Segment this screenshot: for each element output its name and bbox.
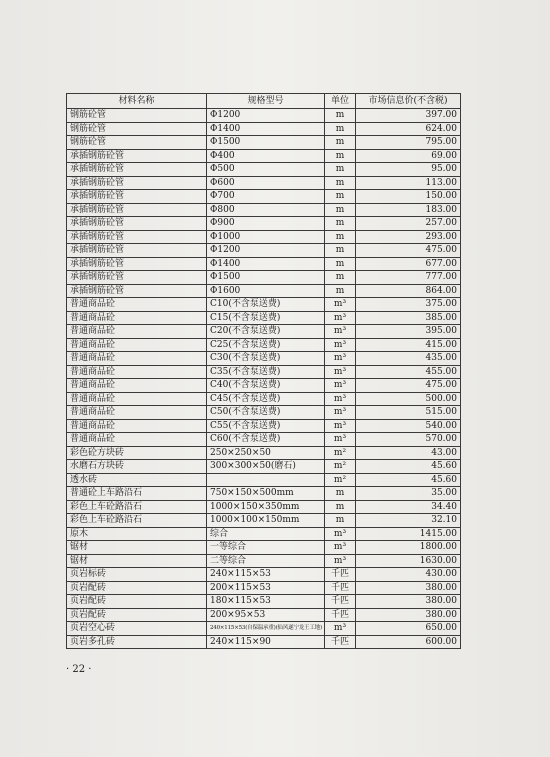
table-row (67, 500, 461, 514)
table-row (67, 446, 461, 460)
cell-price: 455.00 (356, 365, 461, 379)
cell-price: 397.00 (356, 109, 461, 123)
cell-material-name: 承插钢筋砼管 (67, 230, 207, 244)
cell-material-name: 普通商品砼 (67, 365, 207, 379)
cell-spec-model: Φ1200 (207, 109, 325, 123)
cell-material-name: 普通商品砼 (67, 433, 207, 447)
cell-spec-model: 300×300×50(磨石) (207, 460, 325, 474)
cell-price: 515.00 (356, 406, 461, 420)
table-row (67, 365, 461, 379)
cell-unit: m³ (325, 338, 356, 352)
cell-material-name: 页岩配砖 (67, 608, 207, 622)
cell-spec-model: C30(不含泵送费) (207, 352, 325, 366)
table-row (67, 217, 461, 231)
header-spec-model: 规格型号 (207, 94, 325, 109)
cell-spec-model: 一等综合 (207, 541, 325, 555)
cell-spec-model: C45(不含泵送费) (207, 392, 325, 406)
table-row (67, 419, 461, 433)
cell-unit: 千匹 (325, 635, 356, 649)
cell-unit: m³ (325, 392, 356, 406)
cell-unit: m² (325, 460, 356, 474)
cell-unit: m (325, 514, 356, 528)
table-row (67, 284, 461, 298)
cell-spec-model: Φ1000 (207, 230, 325, 244)
cell-unit: m (325, 190, 356, 204)
cell-price: 45.60 (356, 460, 461, 474)
table-row (67, 635, 461, 649)
cell-unit: 千匹 (325, 568, 356, 582)
cell-spec-model: 180×115×53 (207, 595, 325, 609)
cell-price: 777.00 (356, 271, 461, 285)
price-table (66, 93, 461, 649)
cell-price: 395.00 (356, 325, 461, 339)
cell-unit: m (325, 230, 356, 244)
cell-material-name: 承插钢筋砼管 (67, 257, 207, 271)
table-header-row (67, 94, 461, 109)
cell-price: 415.00 (356, 338, 461, 352)
cell-spec-model: 1000×100×150mm (207, 514, 325, 528)
cell-unit: m (325, 136, 356, 150)
cell-material-name: 承插钢筋砼管 (67, 271, 207, 285)
table-row (67, 325, 461, 339)
table-row (67, 622, 461, 636)
cell-spec-model: Φ600 (207, 176, 325, 190)
cell-material-name: 普通砼上车路沿石 (67, 487, 207, 501)
cell-price: 35.00 (356, 487, 461, 501)
table-row (67, 379, 461, 393)
table-row (67, 163, 461, 177)
cell-unit: m (325, 109, 356, 123)
cell-price: 650.00 (356, 622, 461, 636)
table-row (67, 271, 461, 285)
table-row (67, 568, 461, 582)
cell-unit: m³ (325, 433, 356, 447)
table-row (67, 514, 461, 528)
cell-material-name: 承插钢筋砼管 (67, 203, 207, 217)
cell-spec-model: Φ400 (207, 149, 325, 163)
cell-unit: m (325, 487, 356, 501)
cell-unit: m³ (325, 554, 356, 568)
cell-spec-model: 二等综合 (207, 554, 325, 568)
cell-price: 375.00 (356, 298, 461, 312)
table-row (67, 608, 461, 622)
cell-price: 69.00 (356, 149, 461, 163)
table-row (67, 487, 461, 501)
cell-price: 32.10 (356, 514, 461, 528)
table-row (67, 541, 461, 555)
cell-price: 600.00 (356, 635, 461, 649)
cell-spec-model: 240×115×90 (207, 635, 325, 649)
cell-material-name: 普通商品砼 (67, 338, 207, 352)
cell-price: 385.00 (356, 311, 461, 325)
cell-price: 183.00 (356, 203, 461, 217)
table-row (67, 244, 461, 258)
cell-spec-model: Φ1400 (207, 257, 325, 271)
cell-spec-model: C40(不含泵送费) (207, 379, 325, 393)
cell-unit: m (325, 217, 356, 231)
table-row (67, 203, 461, 217)
cell-unit: m³ (325, 311, 356, 325)
cell-unit: m (325, 271, 356, 285)
cell-unit: m (325, 203, 356, 217)
cell-spec-model: C20(不含泵送费) (207, 325, 325, 339)
cell-unit: m (325, 500, 356, 514)
cell-unit: m (325, 163, 356, 177)
cell-material-name: 页岩配砖 (67, 595, 207, 609)
cell-material-name: 彩色上车砼路沿石 (67, 514, 207, 528)
cell-material-name: 承插钢筋砼管 (67, 217, 207, 231)
cell-unit: m² (325, 473, 356, 487)
cell-material-name: 原木 (67, 527, 207, 541)
cell-spec-model: Φ1400 (207, 122, 325, 136)
cell-spec-model: C25(不含泵送费) (207, 338, 325, 352)
cell-material-name: 页岩标砖 (67, 568, 207, 582)
cell-material-name: 承插钢筋砼管 (67, 190, 207, 204)
cell-spec-model: Φ900 (207, 217, 325, 231)
cell-unit: m³ (325, 622, 356, 636)
table-row (67, 527, 461, 541)
cell-price: 430.00 (356, 568, 461, 582)
cell-spec-model: C55(不含泵送费) (207, 419, 325, 433)
cell-spec-model: C15(不含泵送费) (207, 311, 325, 325)
cell-unit: m³ (325, 419, 356, 433)
table-row (67, 298, 461, 312)
cell-unit: m (325, 122, 356, 136)
cell-spec-model: Φ500 (207, 163, 325, 177)
cell-material-name: 页岩空心砖 (67, 622, 207, 636)
cell-price: 45.60 (356, 473, 461, 487)
cell-material-name: 普通商品砼 (67, 419, 207, 433)
cell-spec-model: C60(不含泵送费) (207, 433, 325, 447)
cell-price: 1630.00 (356, 554, 461, 568)
cell-price: 113.00 (356, 176, 461, 190)
table-row (67, 433, 461, 447)
table-row (67, 338, 461, 352)
cell-material-name: 彩色上车砼路沿石 (67, 500, 207, 514)
cell-material-name: 普通商品砼 (67, 392, 207, 406)
cell-material-name: 锯材 (67, 541, 207, 555)
table-row (67, 190, 461, 204)
cell-price: 257.00 (356, 217, 461, 231)
cell-price: 624.00 (356, 122, 461, 136)
cell-spec-model: C10(不含泵送费) (207, 298, 325, 312)
cell-unit: 千匹 (325, 608, 356, 622)
cell-material-name: 普通商品砼 (67, 325, 207, 339)
cell-spec-model: C50(不含泵送费) (207, 406, 325, 420)
cell-price: 34.40 (356, 500, 461, 514)
table-row (67, 122, 461, 136)
table-row (67, 136, 461, 150)
cell-material-name: 页岩多孔砖 (67, 635, 207, 649)
cell-price: 540.00 (356, 419, 461, 433)
cell-spec-model: Φ800 (207, 203, 325, 217)
table-row (67, 109, 461, 123)
cell-unit: m³ (325, 541, 356, 555)
cell-unit: m² (325, 446, 356, 460)
page-number: · 22 · (66, 664, 92, 675)
table-row (67, 176, 461, 190)
cell-spec-model: 1000×150×350mm (207, 500, 325, 514)
table-row (67, 230, 461, 244)
table-row (67, 460, 461, 474)
cell-price: 570.00 (356, 433, 461, 447)
cell-spec-model (207, 473, 325, 487)
cell-material-name: 锯材 (67, 554, 207, 568)
cell-unit: m (325, 176, 356, 190)
cell-material-name: 钢筋砼管 (67, 136, 207, 150)
cell-spec-model: Φ1200 (207, 244, 325, 258)
cell-unit: m³ (325, 352, 356, 366)
cell-unit: m (325, 257, 356, 271)
cell-price: 1415.00 (356, 527, 461, 541)
cell-spec-model: 综合 (207, 527, 325, 541)
cell-unit: m³ (325, 325, 356, 339)
cell-spec-model: C35(不含泵送费) (207, 365, 325, 379)
table-row (67, 149, 461, 163)
cell-spec-model: 240×115×53(自保温承重)(仙风遂宁龙王工地) (207, 622, 325, 636)
cell-spec-model: Φ1500 (207, 271, 325, 285)
table-row (67, 581, 461, 595)
cell-material-name: 普通商品砼 (67, 352, 207, 366)
cell-spec-model: 200×95×53 (207, 608, 325, 622)
cell-price: 475.00 (356, 379, 461, 393)
cell-spec-model: Φ1500 (207, 136, 325, 150)
header-material-name: 材料名称 (67, 94, 207, 109)
cell-price: 293.00 (356, 230, 461, 244)
cell-price: 43.00 (356, 446, 461, 460)
cell-price: 864.00 (356, 284, 461, 298)
cell-unit: m³ (325, 298, 356, 312)
cell-price: 95.00 (356, 163, 461, 177)
cell-material-name: 普通商品砼 (67, 379, 207, 393)
cell-unit: m (325, 284, 356, 298)
cell-price: 677.00 (356, 257, 461, 271)
table-row (67, 392, 461, 406)
cell-unit: m³ (325, 406, 356, 420)
cell-material-name: 水磨石方块砖 (67, 460, 207, 474)
cell-unit: m (325, 244, 356, 258)
cell-material-name: 普通商品砼 (67, 406, 207, 420)
cell-price: 475.00 (356, 244, 461, 258)
cell-material-name: 彩色砼方块砖 (67, 446, 207, 460)
cell-price: 500.00 (356, 392, 461, 406)
cell-spec-model: Φ700 (207, 190, 325, 204)
cell-material-name: 普通商品砼 (67, 311, 207, 325)
cell-price: 435.00 (356, 352, 461, 366)
cell-material-name: 承插钢筋砼管 (67, 149, 207, 163)
cell-spec-model: 200×115×53 (207, 581, 325, 595)
cell-material-name: 透水砖 (67, 473, 207, 487)
table-row (67, 554, 461, 568)
cell-unit: m³ (325, 365, 356, 379)
table-row (67, 352, 461, 366)
cell-price: 380.00 (356, 595, 461, 609)
cell-price: 1800.00 (356, 541, 461, 555)
cell-unit: m³ (325, 527, 356, 541)
cell-price: 795.00 (356, 136, 461, 150)
cell-material-name: 普通商品砼 (67, 298, 207, 312)
cell-price: 380.00 (356, 608, 461, 622)
cell-unit: 千匹 (325, 595, 356, 609)
cell-material-name: 承插钢筋砼管 (67, 176, 207, 190)
cell-material-name: 钢筋砼管 (67, 109, 207, 123)
cell-spec-model: Φ1600 (207, 284, 325, 298)
cell-unit: 千匹 (325, 581, 356, 595)
cell-price: 150.00 (356, 190, 461, 204)
header-market-price: 市场信息价(不含税) (356, 94, 461, 109)
cell-material-name: 承插钢筋砼管 (67, 244, 207, 258)
cell-spec-model: 750×150×500mm (207, 487, 325, 501)
table-row (67, 257, 461, 271)
table-body (67, 109, 461, 649)
cell-spec-model: 250×250×50 (207, 446, 325, 460)
cell-unit: m (325, 149, 356, 163)
cell-price: 380.00 (356, 581, 461, 595)
cell-material-name: 钢筋砼管 (67, 122, 207, 136)
table-row (67, 595, 461, 609)
table-row (67, 311, 461, 325)
table-row (67, 406, 461, 420)
header-unit: 单位 (325, 94, 356, 109)
cell-material-name: 页岩配砖 (67, 581, 207, 595)
cell-unit: m³ (325, 379, 356, 393)
table-row (67, 473, 461, 487)
cell-material-name: 承插钢筋砼管 (67, 163, 207, 177)
cell-spec-model: 240×115×53 (207, 568, 325, 582)
cell-material-name: 承插钢筋砼管 (67, 284, 207, 298)
